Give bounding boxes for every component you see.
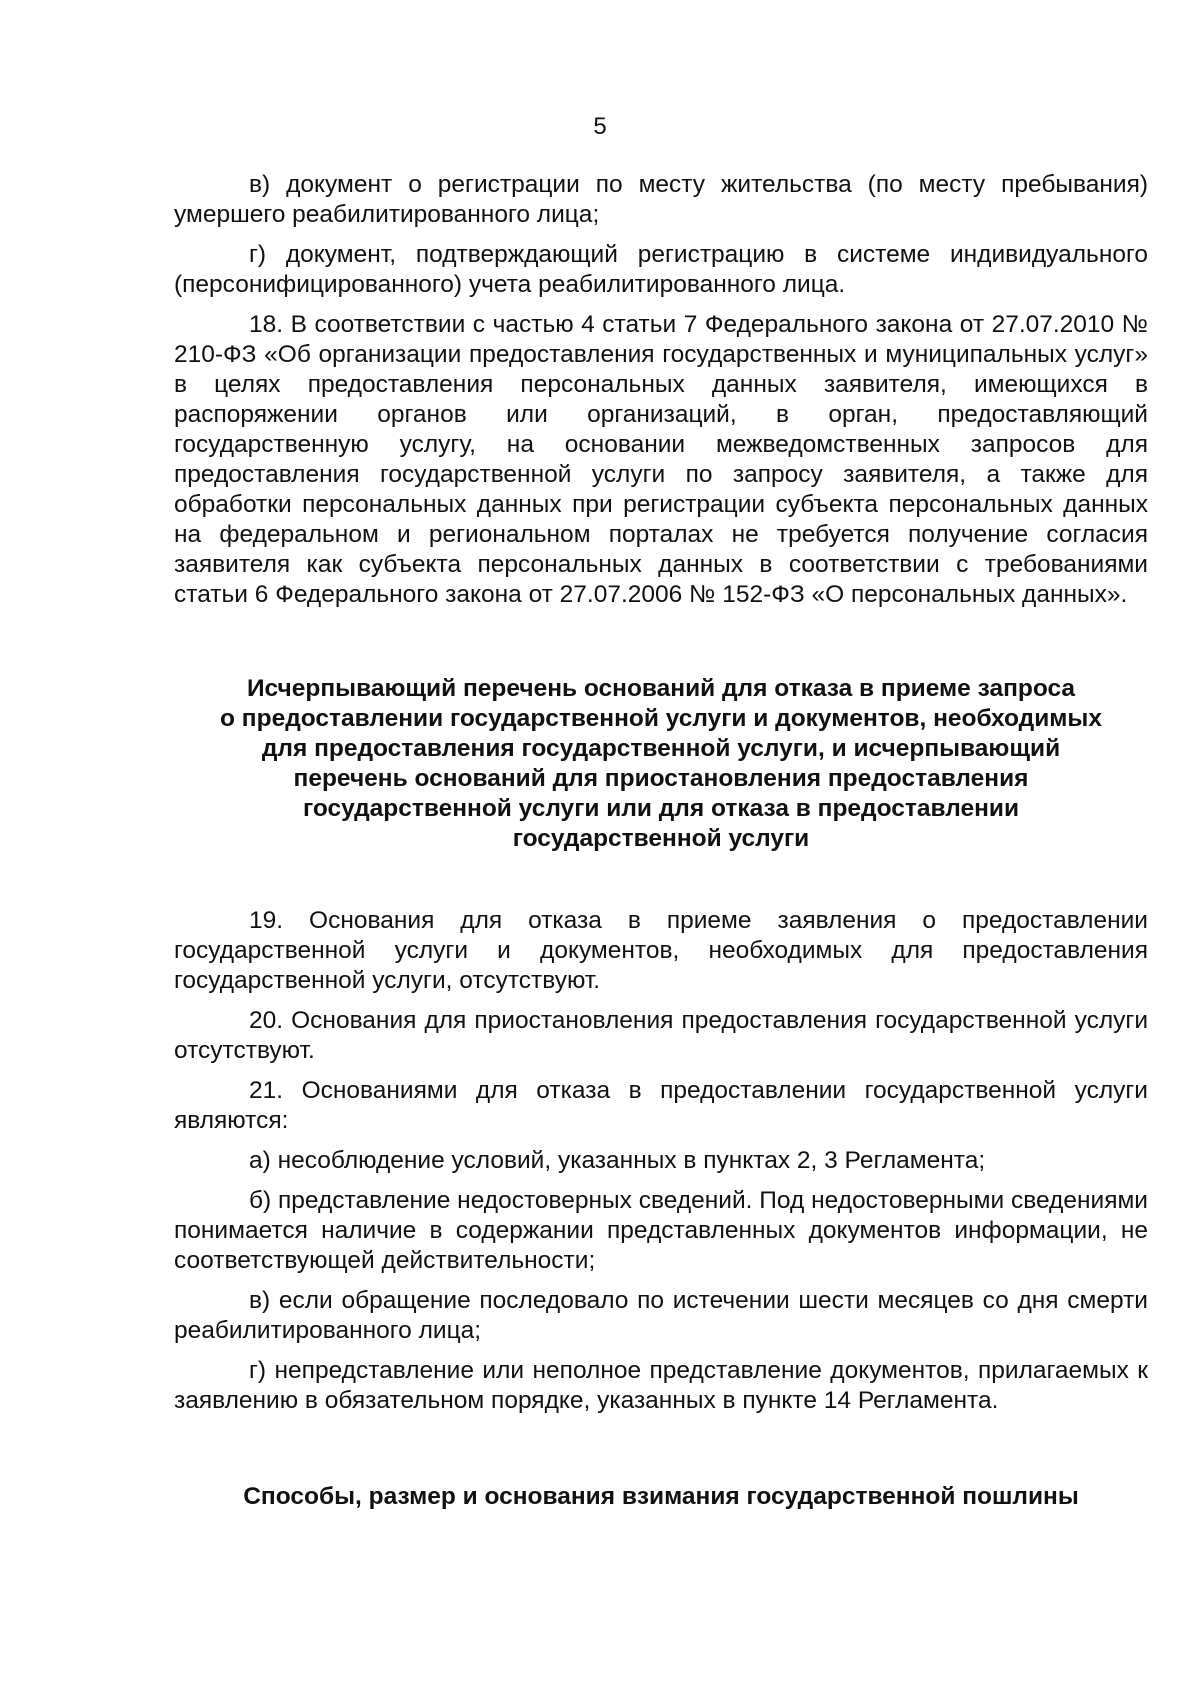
heading-line: государственной услуги или для отказа в предоставлении [302, 795, 1020, 822]
paragraph-v-registration-document: в) документ о регистрации по месту жительства (по месту пребывания) умершего реабилитированного лица; [174, 171, 1148, 228]
page-number: 5 [593, 113, 607, 140]
paragraph-21-v: в) если обращение последовало по истечении шести месяцев со дня смерти реабилитированного лица; [174, 1287, 1148, 1344]
heading-line: государственной услуги [512, 825, 810, 852]
paragraph-20: 20. Основания для приостановления предоставления государственной услуги отсутствуют. [174, 1007, 1148, 1064]
heading-line: о предоставлении государственной услуги и документов, необходимых [220, 705, 1102, 732]
heading-line: для предоставления государственной услуги, и исчерпывающий [261, 735, 1061, 762]
section-heading-state-fee: Способы, размер и основания взимания государственной пошлины [243, 1483, 1079, 1510]
paragraph-19: 19. Основания для отказа в приеме заявления о предоставлении государственной услуги и документов, необходимых для предоставления государственной услуги, отсутствуют. [174, 907, 1148, 994]
paragraph-21: 21. Основаниями для отказа в предоставлении государственной услуги являются: [174, 1077, 1148, 1134]
heading-line: перечень оснований для приостановления предоставления [293, 765, 1029, 792]
paragraph-g-individual-record-document: г) документ, подтверждающий регистрацию в системе индивидуального (персонифицированного) учета реабилитированного лица. [174, 241, 1148, 298]
spacer [174, 1426, 1148, 1482]
paragraph-21-a: а) несоблюдение условий, указанных в пунктах 2, 3 Регламента; [249, 1147, 986, 1174]
document-body [174, 170, 1148, 1512]
paragraph-21-g: г) непредставление или неполное представление документов, прилагаемых к заявлению в обязательном порядке, указанных в пункте 14 Регламента. [174, 1357, 1148, 1414]
paragraph-18-personal-data: 18. В соответствии с частью 4 статьи 7 Федерального закона от 27.07.2010 № 210-ФЗ «Об организации предоставления государственных и муниципальных услуг» в целях предоставления персональных данных заявителя, имеющихся в распоряжении органов или организаций, в орган, предоставляющий государственную услугу, на основании межведомственных запросов для предоставления государственной услуги по запросу заявителя, а также для обработки персональных данных при регистрации субъекта персональных данных на федеральном и региональном порталах не требуется получение согласия заявителя как субъекта персональных данных в соответствии с требованиями статьи 6 Федерального закона от 27.07.2006 № 152-ФЗ «О персональных данных». [174, 311, 1148, 608]
section-heading-refusal-grounds [174, 674, 1148, 854]
spacer [174, 620, 1148, 674]
paragraph-21-b: б) представление недостоверных сведений. Под недостоверными сведениями понимается наличие в содержании представленных документов информации, не соответствующей действительности; [174, 1187, 1148, 1274]
spacer [174, 854, 1148, 906]
heading-line: Исчерпывающий перечень оснований для отказа в приеме запроса [246, 675, 1076, 702]
